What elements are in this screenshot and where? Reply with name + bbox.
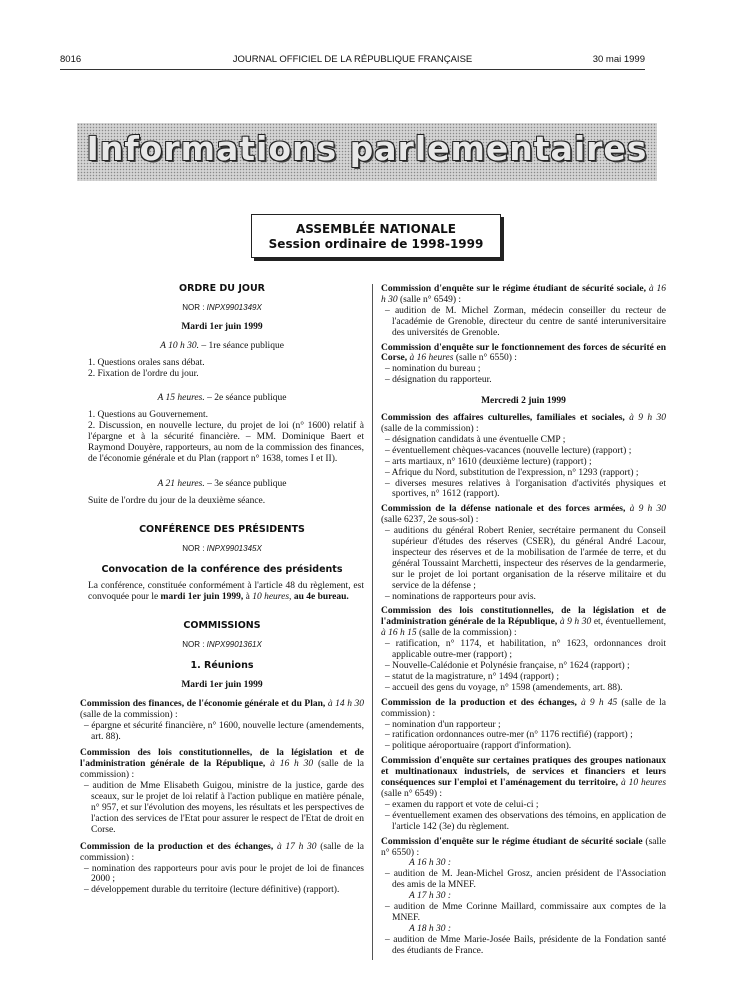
list-item: – Nouvelle-Calédonie et Polynésie française, n° 1624 (rapport) ; xyxy=(385,661,630,671)
list-item: – ratification ordonnances outre-mer (n° 1176 rectifié) (rapport) ; xyxy=(385,730,633,741)
header-rule xyxy=(60,69,645,70)
convocation-text: La conférence, constituée conformément à l'article 48 du règlement, est convoquée pour le mardi 1er juin 1999, à 10 heures, au 4e bureau. xyxy=(88,581,364,603)
list-item: – audition de Mme Corinne Maillard, commissaire aux comptes de la MNEF. xyxy=(385,902,666,923)
agenda-item: Suite de l'ordre du jour de la deuxième séance. xyxy=(88,495,266,506)
list-item: – audition de Mme Elisabeth Guigou, ministre de la justice, garde des sceaux, sur le projet de loi relatif à l'action publique en matière pénale, n° 957, et sur l'évolution des moyens, les résultats et les perspectives de l'action des services de l'Etat pour assurer le respect de l'Etat de droit en Corse. xyxy=(84,781,364,835)
journal-title: JOURNAL OFFICIEL DE LA RÉPUBLIQUE FRANÇAISE xyxy=(232,54,473,65)
sitting-heading: A 21 heures. – 3e séance publique xyxy=(157,478,287,489)
ordre-du-jour-heading: ORDRE DU JOUR xyxy=(179,283,265,294)
commission-heading: Commission d'enquête sur le régime étudiant de sécurité sociale (salle n° 6550) : xyxy=(381,836,666,858)
assembly-name: ASSEMBLÉE NATIONALE xyxy=(296,222,456,236)
list-item: – arts martiaux, n° 1610 (deuxième lecture) (rapport) ; xyxy=(385,456,592,467)
list-item: – nomination du bureau ; xyxy=(385,364,481,375)
time-slot: A 16 h 30 : xyxy=(409,858,452,869)
commission-heading: Commission des finances, de l'économie générale et du Plan, à 14 h 30 (salle de la commission) : xyxy=(80,698,365,720)
agenda-item: 2. Discussion, en nouvelle lecture, du projet de loi (n° 1600) relatif à l'épargne et à la sécurité financière. – MM. Dominique Baert et Raymond Douyère, rapporteurs, au nom de la commission des finances, de l'économie générale et du Plan (rapport n° 1638, tomes I et II). xyxy=(88,421,364,464)
list-item: – ratification, n° 1174, et habilitation, n° 1623, ordonnances droit applicable outre-mer (rapport) ; xyxy=(385,639,666,661)
convocation-heading: Convocation de la conférence des présidents xyxy=(101,563,343,575)
list-item: – Afrique du Nord, substitution de l'expression, n° 1293 (rapport) ; xyxy=(385,467,639,478)
list-item: – développement durable du territoire (lecture définitive) (rapport). xyxy=(84,885,340,896)
assembly-box xyxy=(251,214,501,258)
list-item: – accueil des gens du voyage, n° 1598 (amendements, art. 88). xyxy=(385,682,623,693)
nor-reference: NOR : INPX9901345X xyxy=(182,543,262,553)
banner-title: Informations parlementaires xyxy=(86,129,648,168)
column-divider xyxy=(372,284,373,960)
nor-reference: NOR : INPX9901349X xyxy=(182,302,262,312)
list-item: – politique aéroportuaire (rapport d'information). xyxy=(385,741,572,752)
list-item: – épargne et sécurité financière, n° 1600, nouvelle lecture (amendements, art. 88). xyxy=(84,720,364,742)
sitting-heading: A 10 h 30. – 1re séance publique xyxy=(160,340,284,351)
list-item: – auditions du général Robert Renier, secrétaire permanent du Conseil supérieur d'études des réserves (CSER), du général André Lacour, inspecteur des réserves et de la mobilisation de l'armée de terre, et du général Toussaint Marchetti, inspecteur des réserves de la gendarmerie, sur le projet de loi portant organisation de la réserve militaire et du service de la défense ; xyxy=(385,526,666,591)
commission-heading: Commission d'enquête sur certaines pratiques des groupes nationaux et multinationaux industriels, de services et financiers et leurs conséquences sur l'emploi et l'aménagement du territoire, à 10 heures (salle n° 6549) : xyxy=(381,756,667,799)
list-item: – nomination d'un rapporteur ; xyxy=(385,719,501,730)
commission-heading: Commission de la défense nationale et des forces armées, à 9 h 30 (salle 6237, 2e sous-sol) : xyxy=(381,504,667,526)
list-item: – désignation candidats à une éventuelle CMP ; xyxy=(385,434,566,445)
commissions-heading: COMMISSIONS xyxy=(183,620,261,632)
list-item: – audition de Mme Marie-Josée Bails, présidente de la Fondation santé des étudiants de France. xyxy=(385,934,666,956)
list-item: – audition de M. Michel Zorman, médecin conseiller du recteur de l'académie de Grenoble, directeur du centre de santé interuniversitaire des universités de Grenoble. xyxy=(385,305,666,338)
commission-heading: Commission d'enquête sur le régime étudiant de sécurité sociale, à 16 h 30 (salle n° 6549) : xyxy=(381,284,667,305)
section-banner xyxy=(77,123,657,181)
agenda-item: 1. Questions au Gouvernement. xyxy=(88,410,209,421)
commission-heading: Commission des lois constitutionnelles, de la législation et de l'administration générale de la République, à 9 h 30 et, éventuellement, à 16 h 15 (salle de la commission) : xyxy=(381,606,667,639)
list-item: – statut de la magistrature, n° 1494 (rapport) ; xyxy=(385,671,559,682)
running-header xyxy=(60,54,645,68)
session-name: Session ordinaire de 1998-1999 xyxy=(268,237,484,251)
agenda-item: 1. Questions orales sans débat. xyxy=(88,357,205,368)
right-column xyxy=(381,284,666,957)
issue-date: 30 mai 1999 xyxy=(592,54,645,65)
list-item: – désignation du rapporteur. xyxy=(385,375,492,386)
time-slot: A 18 h 30 : xyxy=(409,923,452,934)
nor-reference: NOR : INPX9901361X xyxy=(182,640,262,650)
commission-heading: Commission de la production et des échanges, à 9 h 45 (salle de la commission) : xyxy=(381,697,667,719)
time-slot: A 17 h 30 : xyxy=(409,891,452,902)
page-number: 8016 xyxy=(60,54,82,65)
commission-heading: Commission de la production et des échanges, à 17 h 30 (salle de la commission) : xyxy=(80,841,365,863)
list-item: – éventuellement examen des observations des témoins, en application de l'article 142 (3e) du règlement. xyxy=(385,810,666,832)
sitting-heading: A 15 heures. – 2e séance publique xyxy=(157,393,287,404)
list-item: – audition de M. Jean-Michel Grosz, ancien président de l'Association des amis de la MNEF. xyxy=(385,869,666,891)
commission-heading: Commission des affaires culturelles, familiales et sociales, à 9 h 30 (salle de la commission) : xyxy=(381,413,667,434)
commission-heading: Commission des lois constitutionnelles, de la législation et de l'administration générale de la République, à 16 h 30 (salle de la commission) : xyxy=(80,748,365,781)
commission-heading: Commission d'enquête sur le fonctionnement des forces de sécurité en Corse, à 16 heures (salle n° 6550) : xyxy=(381,342,666,364)
day-heading: Mardi 1er juin 1999 xyxy=(181,679,263,690)
list-item: – nomination des rapporteurs pour avis pour le projet de loi de finances 2000 ; xyxy=(84,863,364,885)
list-item: – éventuellement chèques-vacances (nouvelle lecture) (rapport) ; xyxy=(385,445,632,456)
day-heading: Mercredi 2 juin 1999 xyxy=(481,396,566,407)
agenda-item: 2. Fixation de l'ordre du jour. xyxy=(88,368,199,379)
conference-heading: CONFÉRENCE DES PRÉSIDENTS xyxy=(139,523,305,535)
day-heading: Mardi 1er juin 1999 xyxy=(181,321,263,332)
left-column xyxy=(80,284,364,896)
list-item: – nominations de rapporteurs pour avis. xyxy=(385,591,536,602)
reunions-heading: 1. Réunions xyxy=(190,660,254,672)
list-item: – examen du rapport et vote de celui-ci ; xyxy=(385,799,539,810)
list-item: – diverses mesures relatives à l'organisation d'activités physiques et sportives, n° 1612 (rapport). xyxy=(385,478,666,500)
agenda-list xyxy=(80,358,364,380)
